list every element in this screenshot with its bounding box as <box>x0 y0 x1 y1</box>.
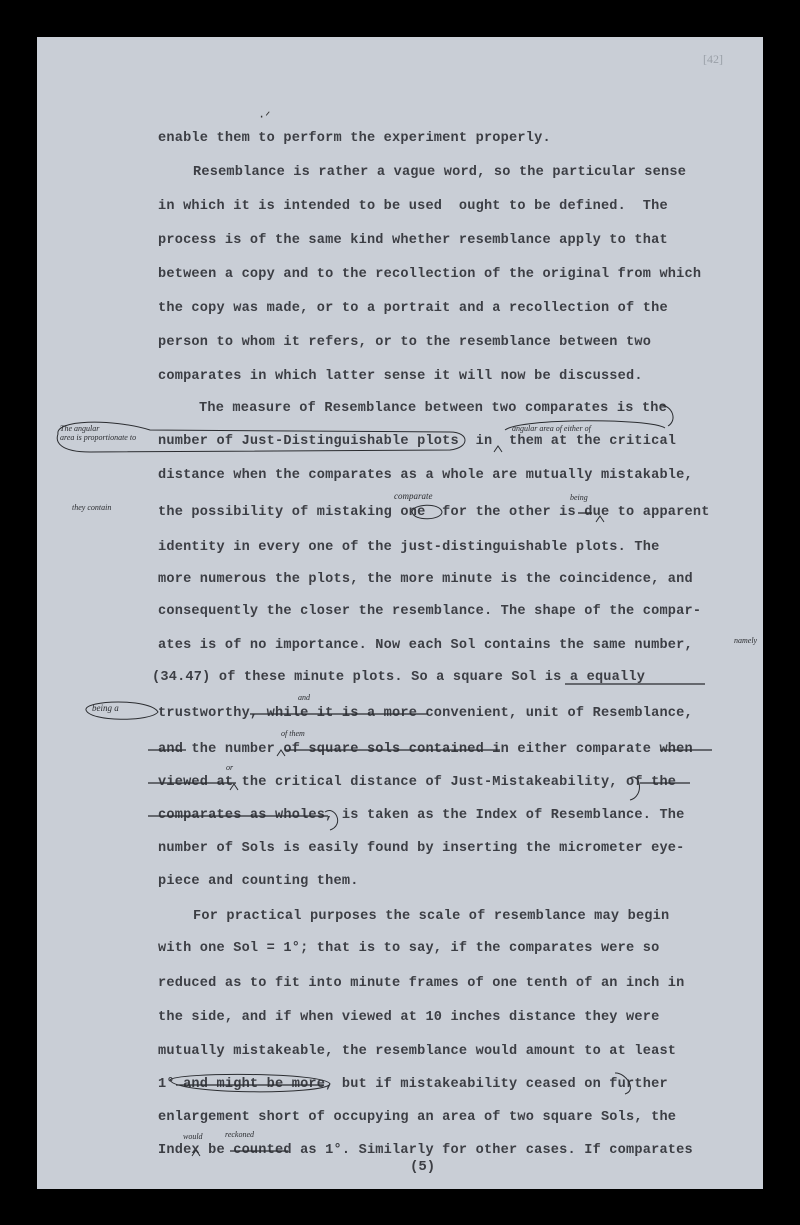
interlinear-note: namely <box>734 636 758 645</box>
page-number: (5) <box>410 1159 436 1175</box>
text-line: number of Just-Distinguishable plots in them at the critical <box>158 434 677 449</box>
text-line: the side, and if when viewed at 10 inches distance they were <box>158 1010 660 1025</box>
text-line: The measure of Resemblance between two comparates is the <box>199 401 668 416</box>
text-line: reduced as to fit into minute frames of one tenth of an inch in <box>158 976 685 991</box>
text-line: in which it is intended to be used ought to be defined. The <box>158 199 668 214</box>
interlinear-note: angular area of either of <box>512 424 591 433</box>
text-line: enlargement short of occupying an area of two square Sols, the <box>158 1110 677 1125</box>
interlinear-note: comparate <box>394 491 433 501</box>
margin-annotation: being a <box>92 703 119 713</box>
text-line: identity in every one of the just-distinguishable plots. The <box>158 540 660 555</box>
interlinear-note: of them <box>281 729 305 738</box>
interlinear-note: would <box>183 1132 203 1141</box>
text-line: comparates in which latter sense it will now be discussed. <box>158 369 643 384</box>
text-line: 1° and might be more, but if mistakeability ceased on further <box>158 1077 668 1092</box>
text-line: the possibility of mistaking one for the other is due to apparent <box>158 505 710 520</box>
text-line: trustworthy, while it is a more convenient, unit of Resemblance, <box>158 706 693 721</box>
interlinear-note: reckoned <box>225 1130 255 1139</box>
text-line: distance when the comparates as a whole are mutually mistakable, <box>158 468 693 483</box>
text-line: with one Sol = 1°; that is to say, if the comparates were so <box>158 941 660 956</box>
text-line: number of Sols is easily found by inserting the micrometer eye- <box>158 841 685 856</box>
text-line: consequently the closer the resemblance. The shape of the compar- <box>158 604 702 619</box>
interlinear-note: being <box>570 493 588 502</box>
text-line: mutually mistakeable, the resemblance would amount to at least <box>158 1044 677 1059</box>
text-line: enable them to perform the experiment properly. <box>158 131 551 146</box>
text-line: person to whom it refers, or to the resemblance between two <box>158 335 652 350</box>
text-line: ates is of no importance. Now each Sol contains the same number, <box>158 638 693 653</box>
text-line: more numerous the plots, the more minute is the coincidence, and <box>158 572 693 587</box>
text-line: For practical purposes the scale of resemblance may begin <box>193 909 670 924</box>
text-line: and the number of square sols contained in either comparate when <box>158 742 693 757</box>
text-line: (34.47) of these minute plots. So a square Sol is a equally <box>152 670 646 685</box>
margin-annotation: they contain <box>72 503 112 512</box>
text-line: Index be counted as 1°. Similarly for other cases. If comparates <box>158 1143 693 1158</box>
text-line: process is of the same kind whether resemblance apply to that <box>158 233 668 248</box>
text-line: piece and counting them. <box>158 874 359 889</box>
interlinear-note: or <box>226 763 234 772</box>
text-line: viewed at the critical distance of Just-Mistakeability, of the <box>158 775 677 790</box>
text-line: the copy was made, or to a portrait and a recollection of the <box>158 301 668 316</box>
text-line: between a copy and to the recollection of the original from which <box>158 267 702 282</box>
text-line: comparates as wholes, is taken as the Index of Resemblance. The <box>158 808 685 823</box>
margin-annotation: The angular area is proportionate to <box>60 424 137 442</box>
text-line: Resemblance is rather a vague word, so the particular sense <box>193 165 687 180</box>
archive-mark: [42] <box>703 52 723 66</box>
pen-mark: ·ᐟ <box>258 110 271 124</box>
interlinear-note: and <box>298 693 310 702</box>
